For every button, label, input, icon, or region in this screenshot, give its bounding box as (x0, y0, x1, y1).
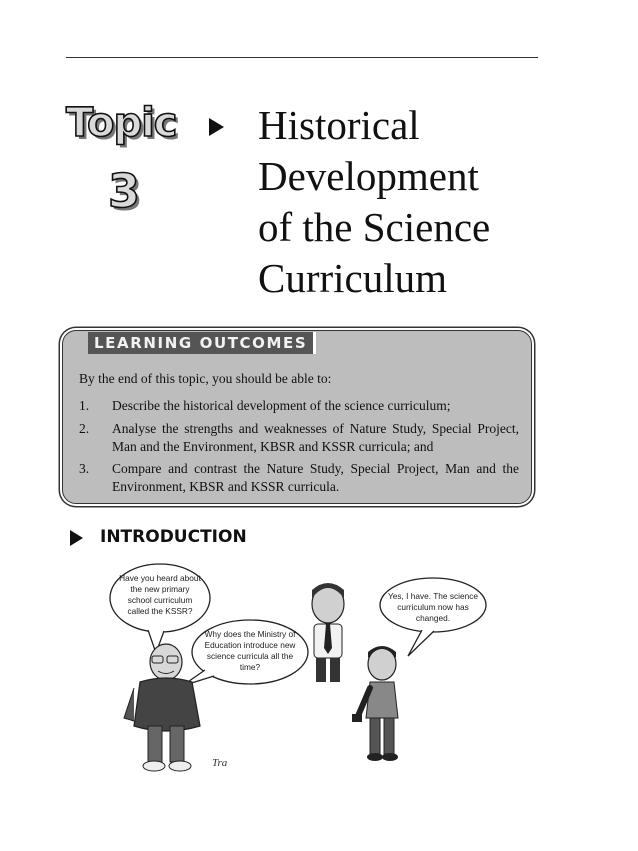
outcome-text: Analyse the strengths and weaknesses of Nature Study, Special Project, Man and the Environment, KBSR and KSSR curricula; and (112, 421, 519, 454)
bubble-text: Have you heard about (119, 573, 201, 583)
outcome-item (79, 420, 519, 456)
bubble-text: called the KSSR? (127, 606, 193, 616)
outcome-number: 1. (79, 398, 90, 413)
bubble-text: changed. (415, 613, 451, 623)
character-teacher-tie (312, 583, 344, 682)
outcome-item (79, 397, 519, 415)
bubble-text: school curriculum (127, 595, 193, 605)
bubble-text: Yes, I have. The science (388, 591, 478, 601)
bubble-text: curriculum now has (397, 602, 469, 612)
title-line: Historical (258, 102, 420, 148)
bubble-text: the new primary (130, 584, 190, 594)
title-line: Curriculum (258, 255, 448, 301)
introduction-arrow-icon (70, 530, 83, 546)
speech-bubble-2 (182, 620, 308, 686)
title-line: of the Science (258, 204, 491, 250)
outcome-number: 3. (79, 461, 90, 476)
learning-outcomes-heading: LEARNING OUTCOMES (88, 332, 316, 354)
bubble-text: science curricula all the (206, 651, 294, 661)
topic-number: 3 (108, 164, 141, 218)
title-line: Development (258, 153, 479, 199)
artist-signature: Tra (212, 757, 228, 769)
bubble-text: Why does the Ministry of (204, 629, 296, 639)
outcome-item (79, 460, 519, 496)
bubble-text: Education introduce new (204, 640, 296, 650)
outcome-text: Compare and contrast the Nature Study, Special Project, Man and the Environment, KBSR and KSSR curricula. (112, 461, 519, 494)
speech-bubble-3 (380, 578, 486, 656)
topic-title (258, 100, 588, 304)
character-student (352, 646, 398, 761)
topic-label: Topic (66, 100, 177, 146)
cartoon-illustration (100, 558, 500, 778)
title-arrow-icon (209, 118, 224, 136)
top-rule (66, 57, 538, 58)
outcome-number: 2. (79, 421, 90, 436)
learning-outcomes-intro: By the end of this topic, you should be able to: (79, 371, 332, 386)
outcome-text: Describe the historical development of the science curriculum; (112, 398, 451, 413)
speech-bubble-1 (110, 564, 210, 653)
bubble-text: time? (239, 662, 261, 672)
introduction-heading: INTRODUCTION (100, 527, 247, 547)
